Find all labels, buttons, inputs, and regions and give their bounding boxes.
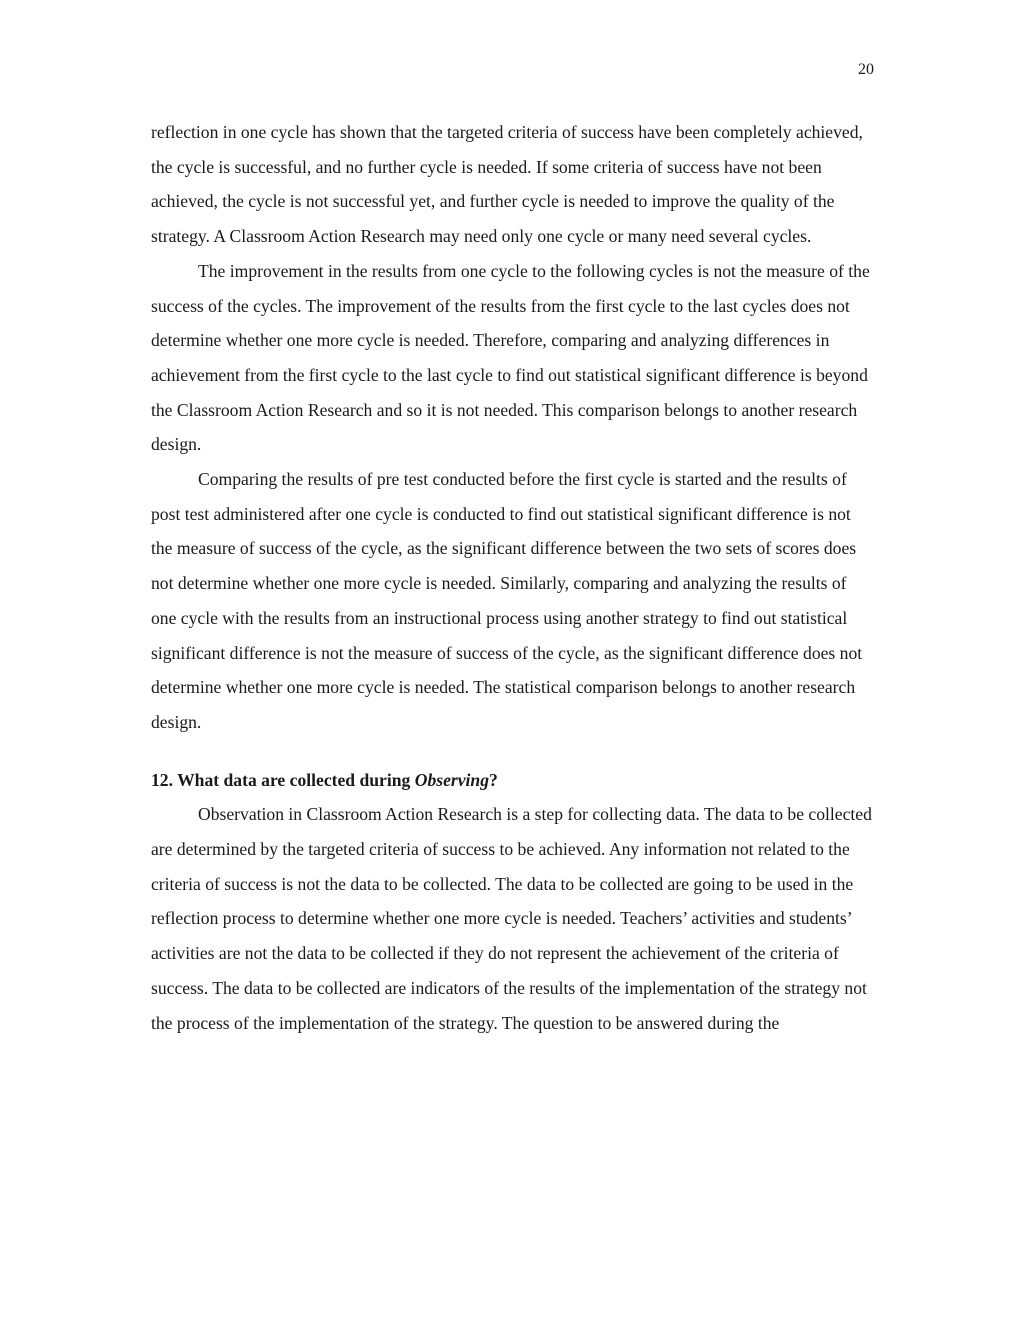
document-body xyxy=(151,115,873,1040)
page-number: 20 xyxy=(858,61,874,78)
paragraph-cycle-success: reflection in one cycle has shown that the targeted criteria of success have been completely achieved, the cycle is successful, and no further cycle is needed. If some criteria of success have not been achieved, the cycle is not successful yet, and further cycle is needed to improve the quality of the strategy. A Classroom Action Research may need only one cycle or many need several cycles. xyxy=(151,122,863,247)
heading-suffix: ? xyxy=(489,769,498,790)
paragraph-improvement-results: The improvement in the results from one cycle to the following cycles is not the measure of the success of the cycles. The improvement of the results from the first cycle to the last cycles does not determine whether one more cycle is needed. Therefore, comparing and analyzing differences in achievement from the first cycle to the last cycle to find out statistical significant difference is beyond the Classroom Action Research and so it is not needed. This comparison belongs to another research design. xyxy=(151,260,870,455)
paragraph-pre-post-test: Comparing the results of pre test conducted before the first cycle is started and the results of post test administered after one cycle is conducted to find out statistical significant difference is not the measure of success of the cycle, as the significant difference between the two sets of scores does not determine whether one more cycle is needed. Similarly, comparing and analyzing the results of one cycle with the results from an instructional process using another strategy to find out statistical significant difference is not the measure of success of the cycle, as the significant difference does not determine whether one more cycle is needed. The statistical comparison belongs to another research design. xyxy=(151,469,863,732)
section-heading-observing xyxy=(151,763,873,798)
paragraph-observation: Observation in Classroom Action Research is a step for collecting data. The data to be collected are determined by the targeted criteria of success to be achieved. Any information not related to the criteria of success is not the data to be collected. The data to be collected are going to be used in the reflection process to determine whether one more cycle is needed. Teachers’ activities and students’ activities are not the data to be collected if they do not represent the achievement of the criteria of success. The data to be collected are indicators of the results of the implementation of the strategy not the process of the implementation of the strategy. The question to be answered during the xyxy=(151,804,872,1033)
heading-italic-term: Observing xyxy=(414,769,490,790)
heading-prefix: 12. What data are collected during xyxy=(151,769,415,790)
